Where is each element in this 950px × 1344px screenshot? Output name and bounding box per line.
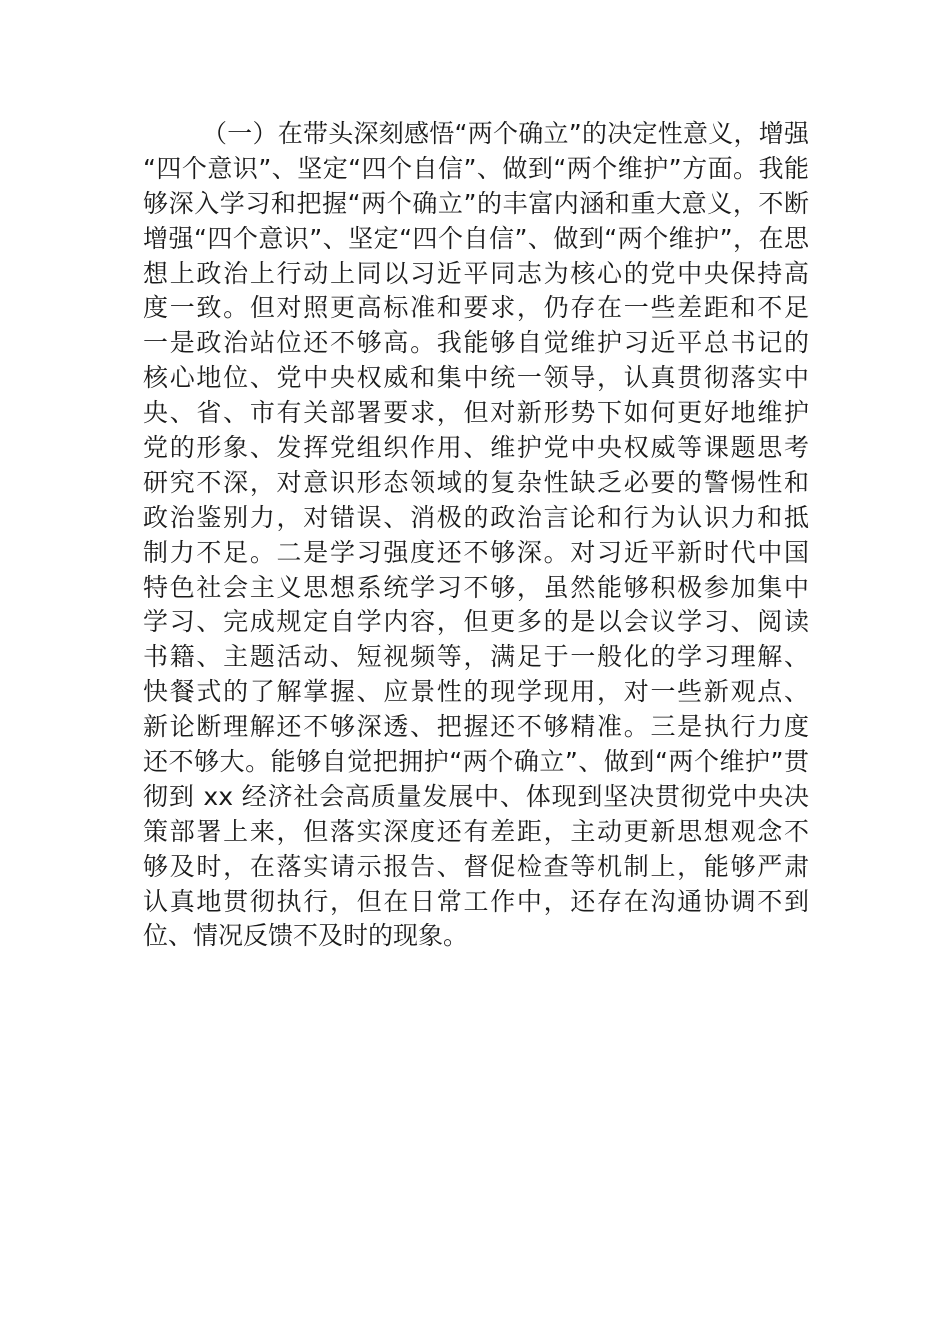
paragraph-line: 新论断理解还不够深透、把握还不够精准。三是执行力度: [143, 712, 809, 742]
paragraph-line: 一是政治站位还不够高。我能够自觉维护习近平总书记的: [143, 328, 809, 358]
paragraph-line: 增强“四个意识”、坚定“四个自信”、做到“两个维护”，在思: [143, 223, 809, 253]
paragraph-line: 彻到 xx 经济社会高质量发展中、体现到坚决贯彻党中央决: [143, 781, 809, 811]
paragraph-line: （一）在带头深刻感悟“两个确立”的决定性意义，增强: [202, 119, 809, 148]
paragraph-line: “四个意识”、坚定“四个自信”、做到“两个维护”方面。我能: [143, 153, 809, 183]
paragraph-line: 核心地位、党中央权威和集中统一领导，认真贯彻落实中: [143, 363, 809, 393]
paragraph-line: 制力不足。二是学习强度还不够深。对习近平新时代中国: [143, 537, 809, 567]
paragraph-line: 位、情况反馈不及时的现象。: [143, 921, 469, 951]
paragraph-line: 研究不深，对意识形态领域的复杂性缺乏必要的警惕性和: [143, 467, 809, 497]
paragraph-line: 特色社会主义思想系统学习不够，虽然能够积极参加集中: [143, 572, 809, 602]
paragraph-line: 策部署上来，但落实深度还有差距，主动更新思想观念不: [143, 816, 809, 846]
paragraph-line: 书籍、主题活动、短视频等，满足于一般化的学习理解、: [143, 642, 809, 672]
paragraph-line: 够及时，在落实请示报告、督促检查等机制上，能够严肃: [143, 851, 809, 881]
paragraph-line: 政治鉴别力，对错误、消极的政治言论和行为认识力和抵: [143, 502, 809, 532]
paragraph-line: 快餐式的了解掌握、应景性的现学现用，对一些新观点、: [143, 677, 809, 707]
paragraph-line: 党的形象、发挥党组织作用、维护党中央权威等课题思考: [143, 433, 809, 463]
paragraph-line: 够深入学习和把握“两个确立”的丰富内涵和重大意义，不断: [143, 188, 809, 218]
paragraph-line: 认真地贯彻执行，但在日常工作中，还存在沟通协调不到: [143, 886, 809, 916]
paragraph-line: 学习、完成规定自学内容，但更多的是以会议学习、阅读: [143, 607, 809, 637]
body-paragraph: [143, 117, 809, 954]
paragraph-line: 度一致。但对照更高标准和要求，仍存在一些差距和不足: [143, 293, 809, 323]
paragraph-line: 央、省、市有关部署要求，但对新形势下如何更好地维护: [143, 398, 809, 428]
paragraph-line: 还不够大。能够自觉把拥护“两个确立”、做到“两个维护”贯: [143, 747, 809, 777]
paragraph-line: 想上政治上行动上同以习近平同志为核心的党中央保持高: [143, 258, 809, 288]
